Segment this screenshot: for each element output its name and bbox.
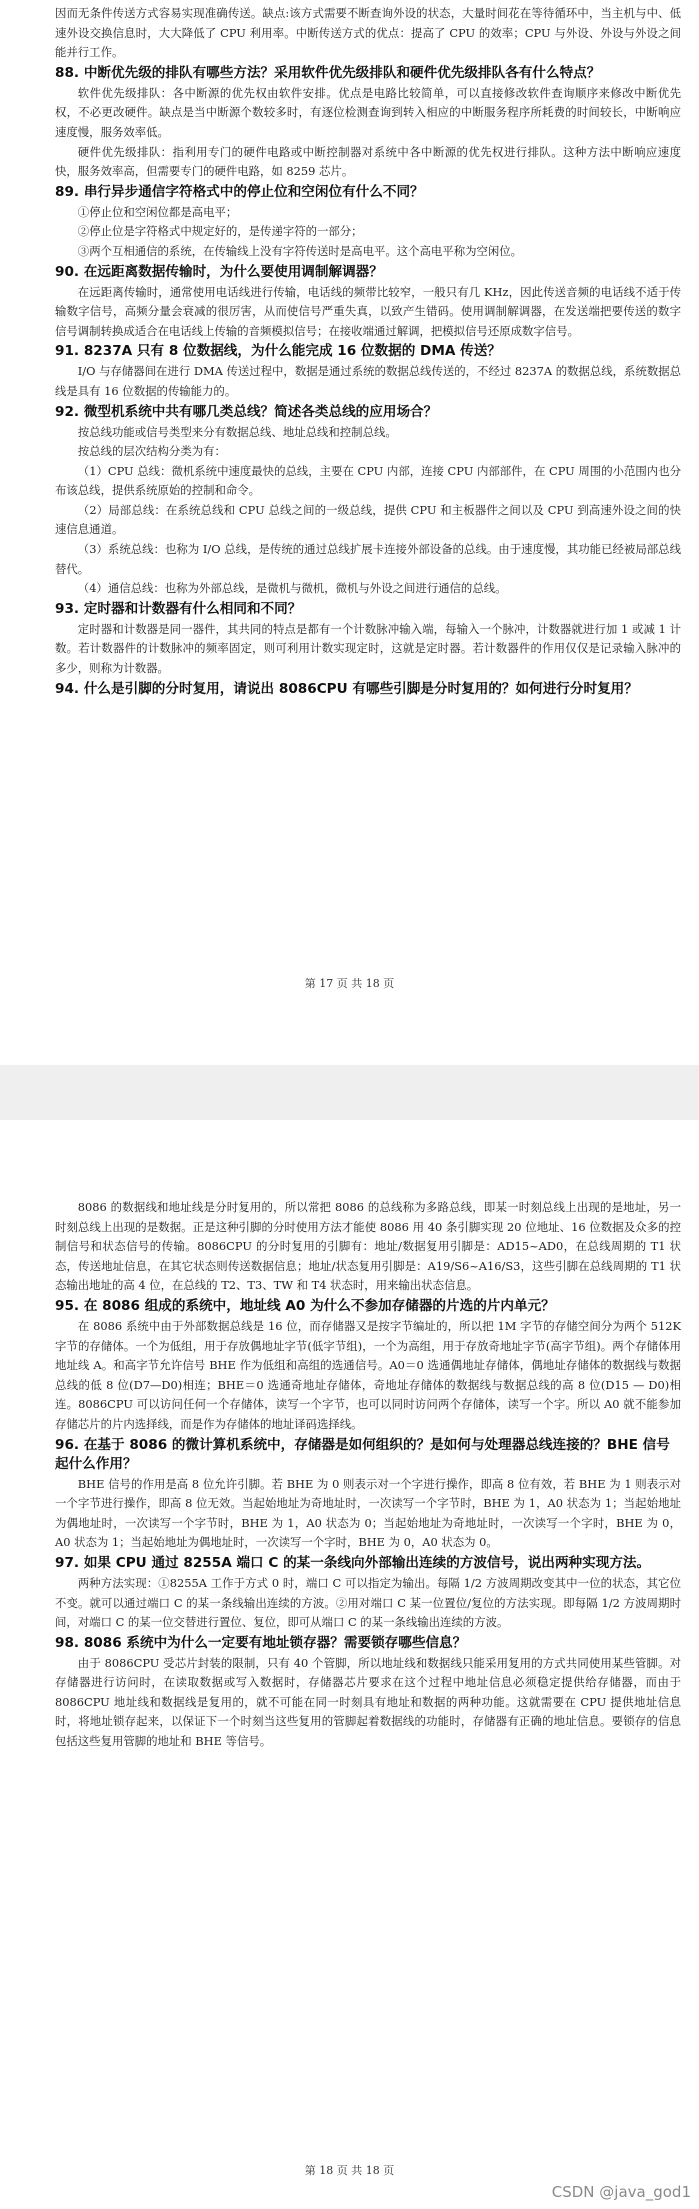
answer-92-heading: 按总线的层次结构分类为有： [77,444,226,459]
answer-92-intro: 按总线功能或信号类型来分有数据总线、地址总线和控制总线。 [77,424,397,439]
answer-89-item-2: ②停止位是字符格式中规定好的，是传递字符的一部分； [77,224,363,239]
question-92: 92. 微型机系统中共有哪几类总线？简述各类总线的应用场合？ [55,403,438,420]
answer-88-hardware: 硬件优先级排队：指利用专门的硬件电路或中断控制器对系统中各中断源的优先权进行排队。这种方法中断响应速度快，服务效率高，但需要专门的硬件电路，如 8259 芯片。 [55,144,681,179]
csdn-watermark: CSDN @java_god1 [551,2183,691,2201]
document-page-17 [0,0,699,1065]
answer-92-comm-bus: （4）通信总线：也称为外部总线，是微机与微机，微机与外设之间进行通信的总线。 [77,581,507,596]
answer-89-item-3: ③两个互相通信的系统，在传输线上没有字符传送时是高电平。这个高电平称为空闲位。 [77,243,523,258]
answer-91: I/O 与存储器间在进行 DMA 传送过程中，数据是通过系统的数据总线传送的，不经过 8237A 的数据总线，系统数据总线是具有 16 位数据的传输能力的。 [55,364,682,398]
answer-88-software: 软件优先级排队：各中断源的优先权由软件安排。优点是电路比较简单，可以直接修改软件查询顺序来修改中断优先权，不必更改硬件。缺点是当中断源个数较多时，有逐位检测查询到转入相应的中断服务程序所耗费的时间较长，中断响应速度慢，服务效率低。 [55,85,681,139]
answer-93: 定时器和计数器是同一器件，其共同的特点是都有一个计数脉冲输入端，每输入一个脉冲，计数器就进行加 1 或减 1 计数。若计数器件的计数脉冲的频率固定，则可利用计数实现定时，这就是定时器。若计数器件的作用仅仅是记录输入脉冲的多少，则称为计数器。 [55,621,681,676]
answer-96: BHE 信号的作用是高 8 位允许引脚。若 BHE 为 0 则表示对一个字进行操作，即高 8 位有效，若 BHE 为 1 则表示对一个字节进行操作，即高 8 位无效。当起始地址为奇地址时，一次读写一个字节时，BHE 为 1，A0 状态为 1；当起始地址为偶地址时，一次读写一个字节时，BHE 为 1，A0 状态为 0；当起始地址为奇地址时，一次读写一个字时，BHE 为 0，A0 状态为 1；当起始地址为偶地址时，一次读写一个字时，BHE 为 0，A0 状态为 0。 [55,1476,681,1550]
question-94: 94. 什么是引脚的分时复用，请说出 8086CPU 有哪些引脚是分时复用的？如何进行分时复用？ [55,680,638,697]
intro-paragraph: 因而无条件传送方式容易实现准确传送。缺点:该方式需要不断查询外设的状态，大量时间花在等待循环中，当主机与中、低速外设交换信息时，大大降低了 CPU 利用率。中断传送方式的优点：提高了 CPU 的效率；CPU 与外设、外设与外设之间能并行工作。 [55,6,681,60]
answer-92-local-bus: （2）局部总线：在系统总线和 CPU 总线之间的一级总线，提供 CPU 和主板器件之间以及 CPU 到高速外设之间的快速信息通道。 [55,502,681,537]
page-separator [0,1065,699,1120]
answer-94: 8086 的数据线和地址线是分时复用的，所以常把 8086 的总线称为多路总线，即某一时刻总线上出现的是地址，另一时刻总线上出现的是数据。正是这种引脚的分时使用方法才能使 8086 用 40 条引脚实现 20 位地址、16 位数据及众多的控制信号和状态信号的传输。8086CPU 的分时复用的引脚有：地址/数据复用引脚是：AD15~AD0，在总线周期的 T1 状态，传送地址信息，在其它状态则传送数据信息；地址/状态复用引脚是：A19/S6~A16/S3，这些引脚在总线周期的 T1 状态输出地址的高 4 位，在总线的 T2、T3、TW 和 T4 状态时，用来输出状态信息。 [55,1200,681,1293]
answer-97: 两种方法实现：①8255A 工作于方式 0 时，端口 C 可以指定为输出。每隔 1/2 方波周期改变其中一位的状态，其它位不变。就可以通过端口 C 的某一条线输出连续的方波。②用对端口 C 某一位置位/复位的方法实现。即每隔 1/2 方波周期时间，对端口 C 的某一位交替进行置位、复位，即可从端口 C 的某一条线输出连续的方波。 [55,1575,681,1630]
question-91: 91. 8237A 只有 8 位数据线，为什么能完成 16 位数据的 DMA 传送？ [55,343,501,360]
question-90: 90. 在远距离数据传输时，为什么要使用调制解调器？ [55,263,383,280]
question-98: 98. 8086 系统中为什么一定要有地址锁存器？需要锁存哪些信息？ [55,1634,467,1651]
page-footer-17: 第 17 页 共 18 页 [304,977,395,990]
answer-89-item-1: ①停止位和空闲位都是高电平； [77,204,238,219]
answer-90: 在远距离传输时，通常使用电话线进行传输，电话线的频带比较窄，一般只有几 KHz，因此传送音频的电话线不适于传输数字信号，高频分量会衰减的很厉害，从而使信号严重失真，以致产生错码。使用调制解调器，在发送端把要传送的数字信号调制转换成适合在电话线上传输的音频模拟信号；在接收端通过解调，把模拟信号还原成数字信号。 [55,284,681,338]
answer-98: 由于 8086CPU 受芯片封装的限制，只有 40 个管脚，所以地址线和数据线只能采用复用的方式共同使用某些管脚。对存储器进行访问时，在读取数据或写入数据时，存储器芯片要求在这个过程中地址信息必须稳定提供给存储器，而由于 8086CPU 地址线和数据线是复用的，就不可能在同一时刻具有地址和数据的两种功能。这就需要在 CPU 提供地址信息时，将地址锁存起来，以保证下一个时刻当这些复用的管脚起着数据线的功能时，存储器有正确的地址信息。要锁存的信息包括这些复用管脚的地址和 BHE 等信号。 [55,1655,681,1749]
question-97: 97. 如果 CPU 通过 8255A 端口 C 的某一条线向外部输出连续的方波信号，说出两种实现方法。 [55,1554,651,1571]
answer-95: 在 8086 系统中由于外部数据总线是 16 位，而存储器又是按字节编址的，所以把 1M 字节的存储空间分为两个 512K 字节的存储体。一个为低组，用于存放偶地址字节(低字节组)，一个为高组，用于存放奇地址字节(高字节组)。两个存储体用地址线 A。和高字节允许信号 BHE 作为低组和高组的选通信号。A0＝0 选通偶地址存储体，偶地址存储体的数据线与数据总线的低 8 位(D7—D0)相连；BHE＝0 选通奇地址存储体，奇地址存储体的数据线与数据总线的高 8 位(D15 — D0)相连。8086CPU 可以访问任何一个存储体，读写一个字节，也可以同时访问两个存储体，读写一个字。所以 A0 就不能参加存储芯片的片内选择线，而是作为存储体的地址译码选择线。 [55,1318,681,1431]
page-footer-18: 第 18 页 共 18 页 [304,2164,395,2177]
question-89: 89. 串行异步通信字符格式中的停止位和空闲位有什么不同？ [55,183,424,200]
answer-92-system-bus: （3）系统总线：也称为 I/O 总线，是传统的通过总线扩展卡连接外部设备的总线。由于速度慢，其功能已经被局部总线替代。 [55,542,681,576]
question-95: 95. 在 8086 组成的系统中，地址线 A0 为什么不参加存储器的片选的片内单元？ [55,1297,555,1314]
document-page-18 [0,1120,699,2209]
question-93: 93. 定时器和计数器有什么相同和不同？ [55,600,302,617]
question-96: 96. 在基于 8086 的微计算机系统中，存储器是如何组织的？是如何与处理器总线连接的？BHE 信号起什么作用？ [55,1436,670,1472]
answer-92-cpu-bus: （1）CPU 总线：微机系统中速度最快的总线，主要在 CPU 内部，连接 CPU 内部部件，在 CPU 周围的小范围内也分布该总线，提供系统原始的控制和命令。 [55,463,681,498]
question-88: 88. 中断优先级的排队有哪些方法？采用软件优先级排队和硬件优先级排队各有什么特点？ [55,64,601,81]
